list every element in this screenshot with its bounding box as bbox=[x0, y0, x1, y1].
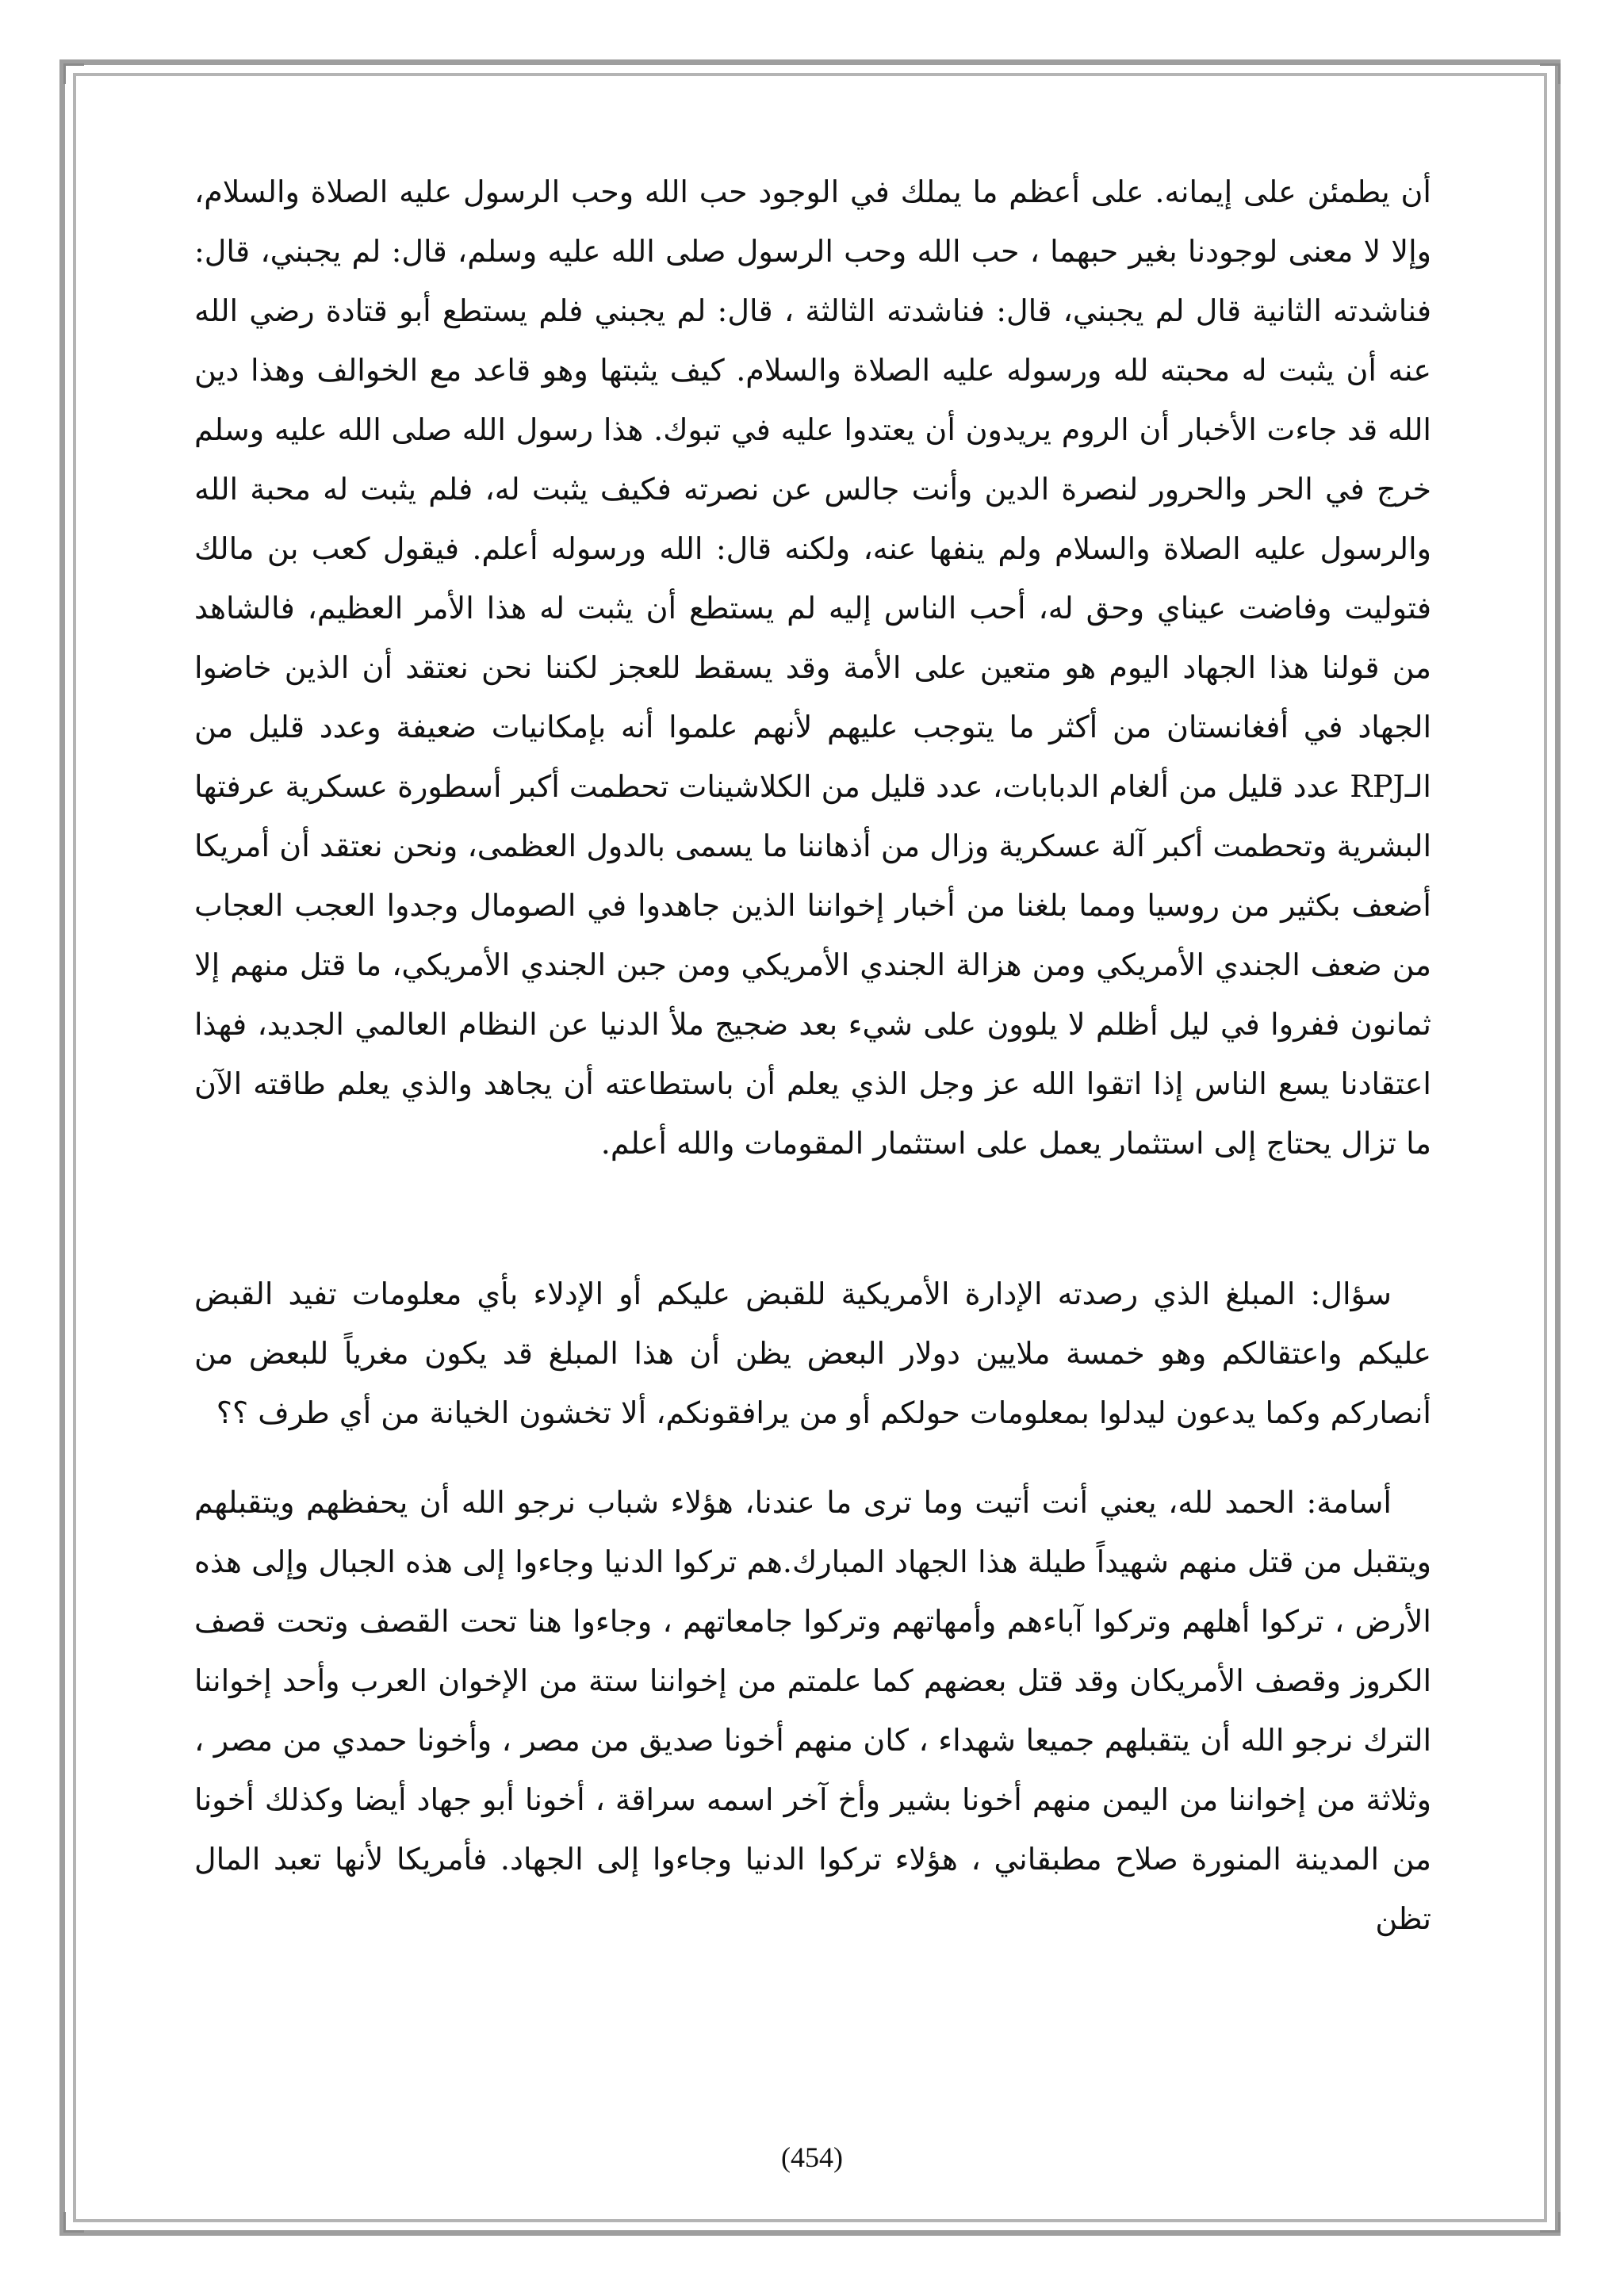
frame-corner-ornament bbox=[63, 63, 84, 84]
paragraph-question: سؤال: المبلغ الذي رصدته الإدارة الأمريكية للقبض عليكم أو الإدلاء بأي معلومات تفيد القبض عليكم واعتقالكم وهو خمسة ملايين دولار البعض يظن أن هذا المبلغ قد يكون مغرياً للبعض من أنصاركم وكما يدعون ليدلوا بمعلومات حولكم أو من يرافقونكم، ألا تخشون الخيانة من أي طرف ؟؟ bbox=[194, 1276, 1431, 1430]
frame-corner-ornament bbox=[1540, 2212, 1561, 2233]
page-number: (454) bbox=[781, 2141, 843, 2173]
frame-corner-ornament bbox=[63, 2212, 84, 2233]
page-body bbox=[194, 163, 1431, 1949]
paragraph-answer: أسامة: الحمد لله، يعني أنت أتيت وما ترى ما عندنا، هؤلاء شباب نرجو الله أن يحفظهم ويتقبلهم ويتقبل من قتل منهم شهيداً طيلة هذا الجهاد المبارك.هم تركوا الدنيا وجاءوا إلى هذه الجبال وإلى هذه الأرض ، تركوا أهلهم وتركوا آباءهم وأمهاتهم وتركوا جامعاتهم ، وجاءوا هنا تحت القصف وتحت قصف الكروز وقصف الأمريكان وقد قتل بعضهم كما علمتم من إخواننا ستة من الإخوان العرب وأحد إخواننا الترك نرجو الله أن يتقبلهم جميعا شهداء ، كان منهم أخونا صديق من مصر ، وأخونا حمدي من مصر ، وثلاثة من إخواننا من اليمن منهم أخونا بشير وأخ آخر اسمه سراقة ، أخونا أبو جهاد أيضا وكذلك أخونا من المدينة المنورة صلاح مطبقاني ، هؤلاء تركوا الدنيا وجاءوا إلى الجهاد. فأمريكا لأنها تعبد المال تظن bbox=[194, 1485, 1431, 1936]
paragraph-continuation: أن يطمئن على إيمانه. على أعظم ما يملك في الوجود حب الله وحب الرسول عليه الصلاة والسلام، وإلا لا معنى لوجودنا بغير حبهما ، حب الله وحب الرسول صلى الله عليه وسلم، قال: لم يجبني، قال: فناشدته الثانية قال لم يجبني، قال: فناشدته الثالثة ، قال: لم يجبني فلم يستطع أبو قتادة رضي الله عنه أن يثبت له محبته لله ورسوله عليه الصلاة والسلام. كيف يثبتها وهو قاعد مع الخوالف وهذا دين الله قد جاءت الأخبار أن الروم يريدون أن يعتدوا عليه في تبوك. هذا رسول الله صلى الله عليه وسلم خرج في الحر والحرور لنصرة الدين وأنت جالس عن نصرته فكيف يثبت له، فلم يثبت له محبة الله والرسول عليه الصلاة والسلام ولم ينفها عنه، ولكنه قال: الله ورسوله أعلم. فيقول كعب بن مالك فتوليت وفاضت عيناي وحق له، أحب الناس إليه لم يستطع أن يثبت له هذا الأمر العظيم، فالشاهد من قولنا هذا الجهاد اليوم هو متعين على الأمة وقد يسقط للعجز لكننا نحن نعتقد أن الذين خاضوا الجهاد في أفغانستان من أكثر ما يتوجب عليهم لأنهم علموا أنه بإمكانيات ضعيفة وعدد قليل من الـRPJ عدد قليل من ألغام الدبابات، عدد قليل من الكلاشينات تحطمت أكبر أسطورة عسكرية عرفتها البشرية وتحطمت أكبر آلة عسكرية وزال من أذهاننا ما يسمى بالدول العظمى، ونحن نعتقد أن أمريكا أضعف بكثير من روسيا ومما بلغنا من أخبار إخواننا الذين جاهدوا في الصومال وجدوا العجب العجاب من ضعف الجندي الأمريكي ومن هزالة الجندي الأمريكي ومن جبن الجندي الأمريكي، ما قتل منهم إلا ثمانون ففروا في ليل أظلم لا يلوون على شيء بعد ضجيج ملأ الدنيا عن النظام العالمي الجديد، فهذا اعتقادنا يسع الناس إذا اتقوا الله عز وجل الذي يعلم أن باستطاعته أن يجاهد والذي يعلم طاقته الآن ما تزال يحتاج إلى استثمار يعمل على استثمار المقومات والله أعلم. bbox=[194, 174, 1431, 1161]
frame-corner-ornament bbox=[1540, 63, 1561, 84]
